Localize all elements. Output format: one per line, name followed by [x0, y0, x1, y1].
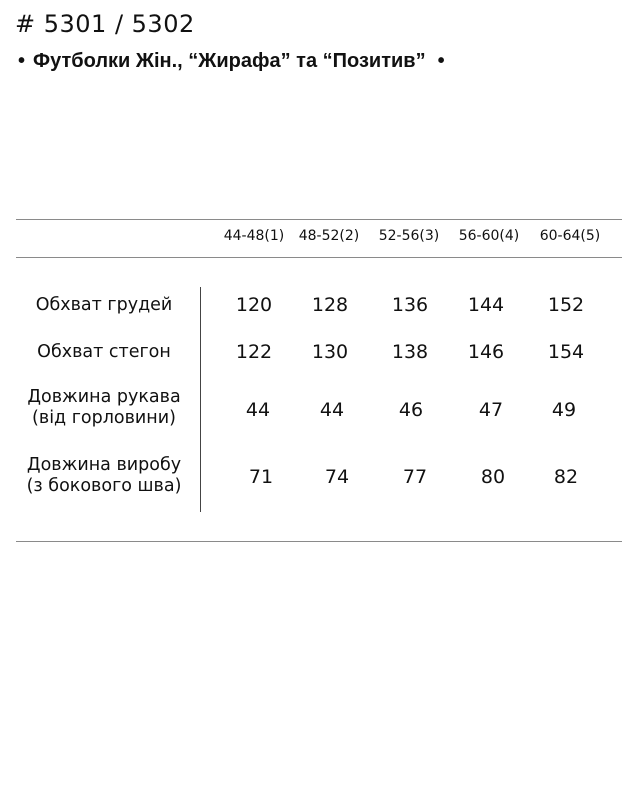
table-cell: 146 — [467, 341, 505, 363]
row-label — [14, 342, 194, 363]
table-cell: 144 — [467, 294, 505, 316]
size-column-header: 60-64(5) — [539, 228, 601, 244]
table-cell: 80 — [480, 466, 506, 488]
bullet-end: • — [437, 50, 445, 72]
row-label — [14, 387, 194, 429]
subtitle-text: Футболки Жін., “Жирафа” та “Позитив” — [33, 50, 426, 72]
table-cell: 82 — [553, 466, 579, 488]
product-code: # 5301 / 5302 — [15, 10, 195, 38]
label-column-divider — [200, 287, 201, 512]
table-cell: 44 — [245, 399, 271, 421]
product-subtitle — [18, 50, 445, 73]
table-cell: 138 — [391, 341, 429, 363]
table-cell: 47 — [478, 399, 504, 421]
table-cell: 74 — [324, 466, 350, 488]
row-label — [14, 295, 194, 316]
table-cell: 130 — [311, 341, 349, 363]
row-label-text: Обхват грудей — [35, 295, 173, 315]
table-cell: 122 — [235, 341, 273, 363]
table-top-divider — [16, 219, 622, 220]
table-cell: 128 — [311, 294, 349, 316]
row-label-text: Обхват стегон — [37, 342, 171, 362]
row-label — [14, 455, 194, 497]
table-cell: 49 — [551, 399, 577, 421]
row-label-subtext: (з бокового шва) — [26, 476, 182, 496]
bullet-start: • — [18, 50, 26, 72]
size-column-header: 52-56(3) — [378, 228, 440, 244]
size-column-header: 48-52(2) — [298, 228, 360, 244]
table-cell: 154 — [547, 341, 585, 363]
table-cell: 44 — [319, 399, 345, 421]
size-column-header: 44-48(1) — [223, 228, 285, 244]
table-cell: 136 — [391, 294, 429, 316]
header-divider — [16, 257, 622, 258]
row-label-text: Довжина виробу — [26, 455, 182, 475]
table-bottom-divider — [16, 541, 622, 542]
row-label-subtext: (від горловини) — [32, 408, 176, 428]
row-label-text: Довжина рукава — [27, 387, 181, 407]
table-cell: 71 — [248, 466, 274, 488]
table-cell: 77 — [402, 466, 428, 488]
table-cell: 46 — [398, 399, 424, 421]
size-column-header: 56-60(4) — [458, 228, 520, 244]
table-cell: 152 — [547, 294, 585, 316]
table-cell: 120 — [235, 294, 273, 316]
